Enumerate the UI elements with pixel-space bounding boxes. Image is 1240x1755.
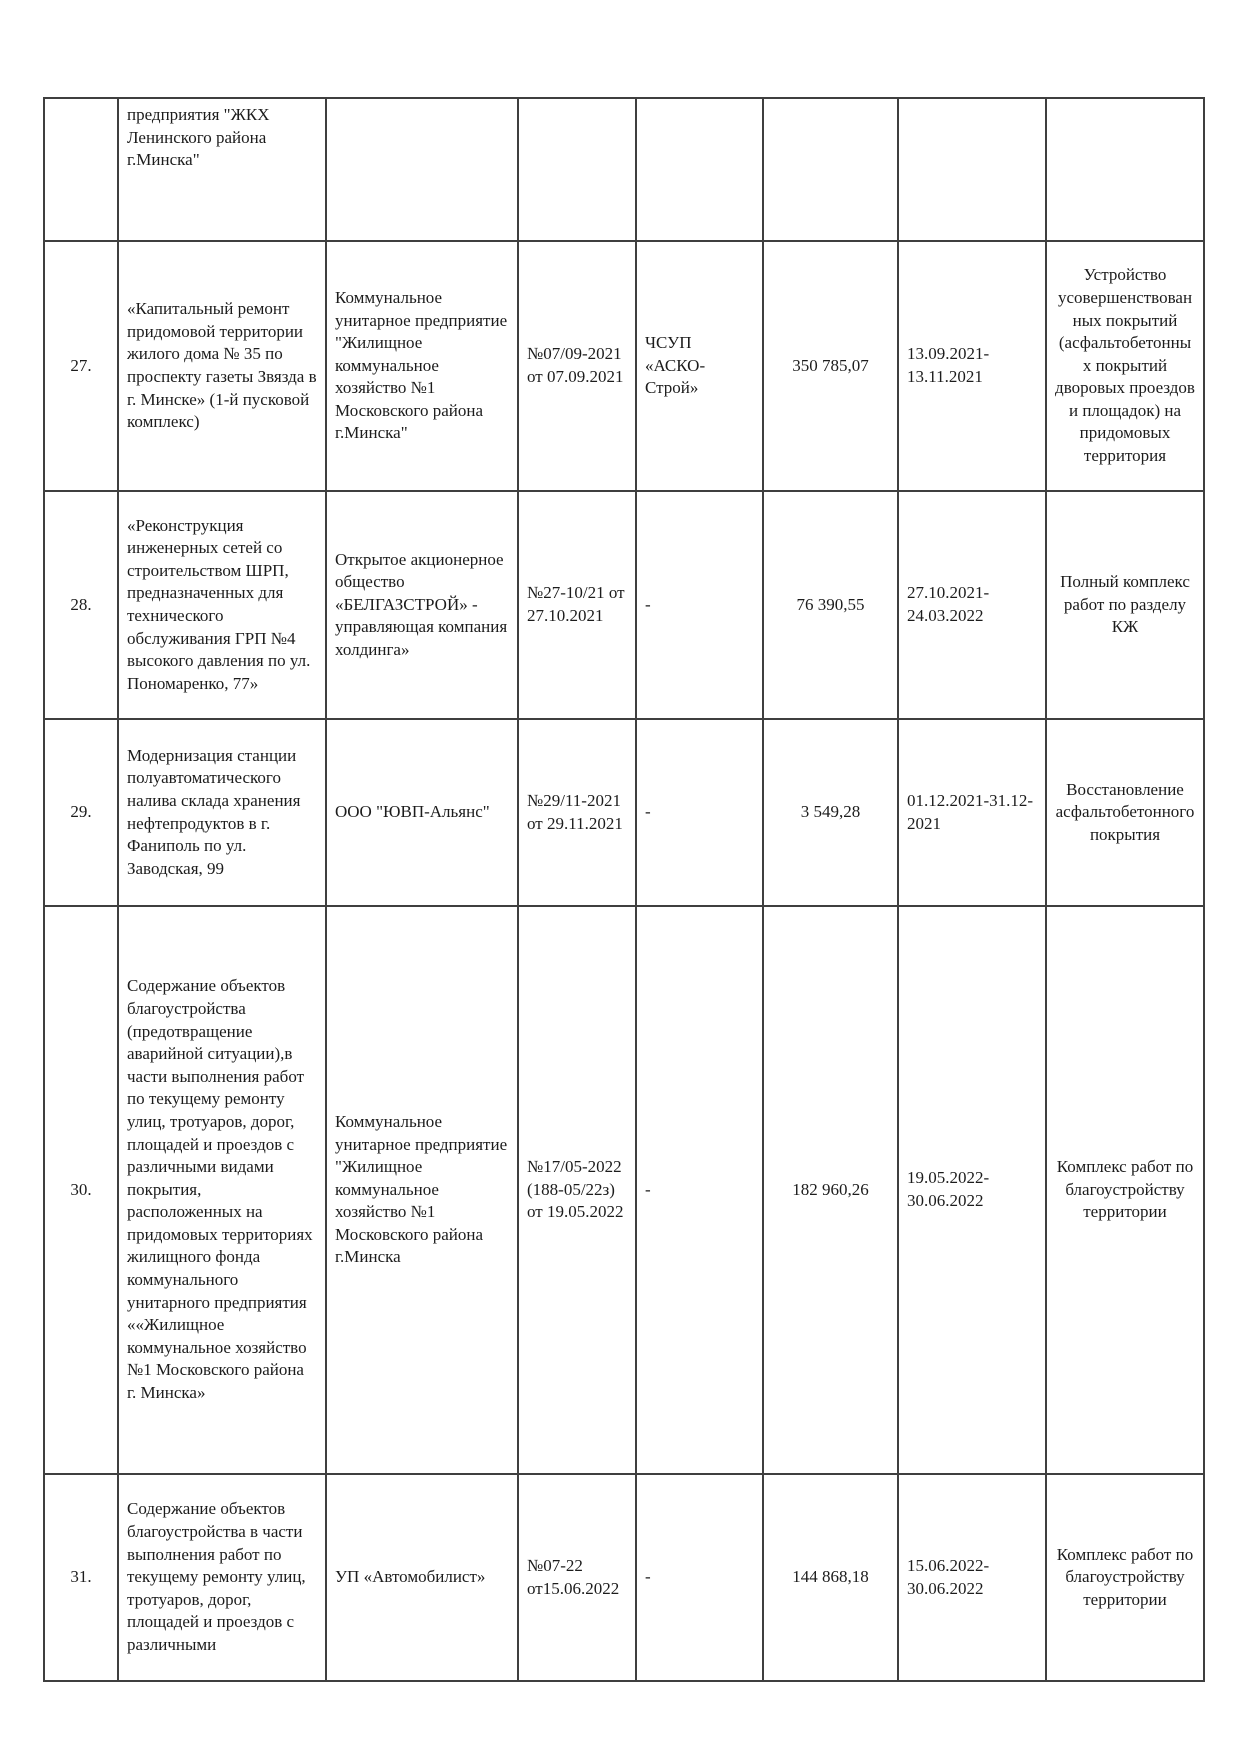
cell-object-description: Модернизация станции полуавтоматического налива склада хранения нефтепродуктов в г. Фаниполь по ул. Заводская, 99 [118,719,326,906]
cell-work-type: Восстановление асфальтобетонного покрытия [1046,719,1204,906]
cell-work-period: 27.10.2021-24.03.2022 [898,491,1046,719]
table-row [44,241,1204,491]
cell-contract-number-date: №17/05-2022 (188-05/22з) от 19.05.2022 [518,906,636,1474]
cell-object-description: «Капитальный ремонт придомовой территории жилого дома № 35 по проспекту газеты Звязда в г. Минске» (1-й пусковой комплекс) [118,241,326,491]
cell-contract-number-date: №29/11-2021 от 29.11.2021 [518,719,636,906]
cell-contract-number-date: №07/09-2021 от 07.09.2021 [518,241,636,491]
table-row [44,1474,1204,1681]
cell-work-type: Комплекс работ по благоустройству территории [1046,906,1204,1474]
table-row [44,906,1204,1474]
cell-work-period: 19.05.2022-30.06.2022 [898,906,1046,1474]
cell-subcontractor: - [636,719,763,906]
cell-organization: ООО "ЮВП-Альянс" [326,719,518,906]
cell-amount: 144 868,18 [763,1474,898,1681]
cell-work-period: 13.09.2021-13.11.2021 [898,241,1046,491]
cell-work-period: 15.06.2022-30.06.2022 [898,1474,1046,1681]
cell-contract-number-date [518,98,636,241]
cell-amount: 3 549,28 [763,719,898,906]
cell-row-number: 31. [44,1474,118,1681]
cell-row-number: 27. [44,241,118,491]
contracts-table-body [44,98,1204,1681]
cell-object-description: Содержание объектов благоустройства (предотвращение аварийной ситуации),в части выполнения работ по текущему ремонту улиц, тротуаров, дорог, площадей и проездов с различными видами покрытия, расположенных на придомовых территориях жилищного фонда коммунального унитарного предприятия ««Жилищное коммунальное хозяйство №1 Московского района г. Минска» [118,906,326,1474]
cell-object-description: предприятия "ЖКХ Ленинского района г.Минска" [118,98,326,241]
cell-contract-number-date: №27-10/21 от 27.10.2021 [518,491,636,719]
cell-amount [763,98,898,241]
cell-work-type: Полный комплекс работ по разделу КЖ [1046,491,1204,719]
cell-row-number: 29. [44,719,118,906]
table-row [44,719,1204,906]
cell-contract-number-date: №07-22 от15.06.2022 [518,1474,636,1681]
cell-work-period: 01.12.2021-31.12-2021 [898,719,1046,906]
cell-subcontractor: - [636,906,763,1474]
cell-organization: Коммунальное унитарное предприятие "Жилищное коммунальное хозяйство №1 Московского района г.Минска [326,906,518,1474]
cell-object-description: «Реконструкция инженерных сетей со строительством ШРП, предназначенных для технического обслуживания ГРП №4 высокого давления по ул. Пономаренко, 77» [118,491,326,719]
cell-amount: 76 390,55 [763,491,898,719]
cell-work-period [898,98,1046,241]
cell-work-type: Устройство усовершенствованных покрытий (асфальтобетонных покрытий дворовых проездов и площадок) на придомовых территория [1046,241,1204,491]
cell-row-number [44,98,118,241]
table-row [44,491,1204,719]
cell-organization: Коммунальное унитарное предприятие "Жилищное коммунальное хозяйство №1 Московского района г.Минска" [326,241,518,491]
cell-amount: 182 960,26 [763,906,898,1474]
cell-object-description: Содержание объектов благоустройства в части выполнения работ по текущему ремонту улиц, тротуаров, дорог, площадей и проездов с различными [118,1474,326,1681]
cell-subcontractor: - [636,1474,763,1681]
table-row [44,98,1204,241]
cell-row-number: 28. [44,491,118,719]
cell-work-type: Комплекс работ по благоустройству территории [1046,1474,1204,1681]
cell-subcontractor: ЧСУП «АСКО-Строй» [636,241,763,491]
cell-work-type [1046,98,1204,241]
cell-subcontractor [636,98,763,241]
cell-row-number: 30. [44,906,118,1474]
cell-organization: УП «Автомобилист» [326,1474,518,1681]
cell-subcontractor: - [636,491,763,719]
contracts-table [43,97,1205,1682]
cell-organization [326,98,518,241]
cell-amount: 350 785,07 [763,241,898,491]
cell-organization: Открытое акционерное общество «БЕЛГАЗСТРОЙ» - управляющая компания холдинга» [326,491,518,719]
